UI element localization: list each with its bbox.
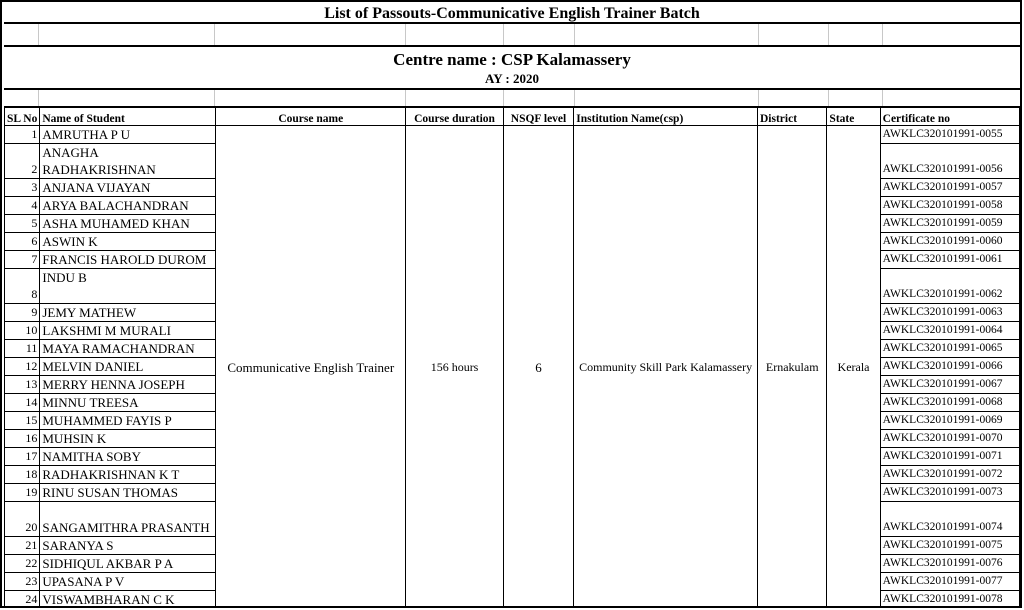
student-name: ARYA BALACHANDRAN [42,198,189,213]
student-name-cell[interactable] [40,555,216,573]
sl-no-cell[interactable]: 6 [5,233,40,251]
state-cell[interactable]: Kerala [827,126,880,609]
certificate-cell[interactable]: AWKLC320101991-0068 [880,394,1019,412]
column-header-sl[interactable]: SL No [5,108,40,126]
sl-no-cell[interactable]: 14 [5,394,40,412]
nsqf-label: NSQF level [510,113,567,125]
certificate-cell[interactable]: AWKLC320101991-0075 [880,537,1019,555]
column-header-duration[interactable]: Course duration [406,108,503,126]
student-name: AMRUTHA P U [42,127,131,142]
sl-no-cell[interactable]: 15 [5,412,40,430]
sl-no-cell[interactable]: 7 [5,251,40,269]
certificate-cell[interactable]: AWKLC320101991-0076 [880,555,1019,573]
student-name: ANJANA VIJAYAN [42,180,151,195]
student-name-cell[interactable] [40,179,216,197]
sl-no-cell[interactable]: 20 [5,502,40,537]
student-name: VISWAMBHARAN C K [42,592,175,607]
certificate-cell[interactable]: AWKLC320101991-0066 [880,358,1019,376]
column-header-course[interactable]: Course name [216,108,406,126]
blank-row[interactable] [4,24,1020,46]
column-header-certificate[interactable]: Certificate no [880,108,1019,126]
certificate-cell[interactable]: AWKLC320101991-0065 [880,340,1019,358]
column-header-nsqf[interactable] [503,108,574,126]
certificate-cell[interactable]: AWKLC320101991-0056 [880,144,1019,179]
student-name: SIDHIQUL AKBAR P A [42,556,174,571]
student-name-cell[interactable] [40,304,216,322]
sl-no-cell[interactable]: 21 [5,537,40,555]
student-name: MAYA RAMACHANDRAN [42,341,195,356]
student-name-cell[interactable] [40,197,216,215]
student-name: JEMY MATHEW [42,305,137,320]
student-name-cell[interactable] [40,484,216,502]
student-name-line2: RADHAKRISHNAN [42,162,156,177]
header-row [5,108,1020,126]
student-name-cell[interactable] [40,233,216,251]
certificate-cell[interactable]: AWKLC320101991-0062 [880,269,1019,304]
student-name-cell[interactable] [40,126,216,144]
sl-no-cell[interactable]: 1 [5,126,40,144]
table-row [5,126,1020,144]
certificate-cell[interactable]: AWKLC320101991-0057 [880,179,1019,197]
student-name: SARANYA S [42,538,114,553]
certificate-cell[interactable]: AWKLC320101991-0060 [880,233,1019,251]
certificate-cell[interactable]: AWKLC320101991-0069 [880,412,1019,430]
certificate-cell[interactable]: AWKLC320101991-0073 [880,484,1019,502]
student-name: SANGAMITHRA PRASANTH [42,520,210,535]
student-name-cell[interactable] [40,215,216,233]
sl-no-cell[interactable]: 13 [5,376,40,394]
student-name: MUHSIN K [42,431,107,446]
sheet-title[interactable]: List of Passouts-Communicative English Trainer Batch [4,4,1020,24]
certificate-cell[interactable]: AWKLC320101991-0063 [880,304,1019,322]
centre-name[interactable]: Centre name : CSP Kalamassery [4,46,1020,70]
student-name: RADHAKRISHNAN K T [42,467,180,482]
sl-no-cell[interactable]: 12 [5,358,40,376]
sl-no-cell[interactable]: 24 [5,591,40,609]
certificate-cell[interactable]: AWKLC320101991-0077 [880,573,1019,591]
blank-row[interactable] [4,90,1020,107]
student-name-cell[interactable] [40,448,216,466]
student-name-cell[interactable] [40,251,216,269]
student-name-cell[interactable] [40,376,216,394]
column-header-institution[interactable]: Institution Name(csp) [574,108,758,126]
student-name-cell[interactable] [40,502,216,537]
student-name: UPASANA P V [42,574,125,589]
sl-no-cell[interactable]: 8 [5,269,40,304]
student-name-cell[interactable] [40,394,216,412]
student-name: MELVIN DANIEL [42,359,144,374]
certificate-cell[interactable]: AWKLC320101991-0070 [880,430,1019,448]
column-header-name[interactable]: Name of Student [40,108,216,126]
academic-year[interactable]: AY : 2020 [4,70,1020,90]
student-name: MERRY HENNA JOSEPH [42,377,185,392]
sl-no-cell[interactable]: 5 [5,215,40,233]
sl-no-cell[interactable]: 16 [5,430,40,448]
student-name-cell[interactable] [40,358,216,376]
certificate-cell[interactable]: AWKLC320101991-0058 [880,197,1019,215]
certificate-cell[interactable]: AWKLC320101991-0067 [880,376,1019,394]
student-name-cell[interactable] [40,430,216,448]
student-name: RINU SUSAN THOMAS [42,485,178,500]
student-name-line2 [42,286,213,303]
sl-no-cell[interactable]: 23 [5,573,40,591]
certificate-cell[interactable]: AWKLC320101991-0059 [880,215,1019,233]
nsqf-cell[interactable]: 6 [503,126,574,609]
sl-no-cell[interactable]: 4 [5,197,40,215]
student-name-cell[interactable] [40,269,216,304]
student-name-cell[interactable] [40,573,216,591]
sl-no-cell[interactable]: 9 [5,304,40,322]
student-name: FRANCIS HAROLD DUROM [42,252,207,267]
sl-no-cell[interactable]: 3 [5,179,40,197]
student-name: ASWIN K [42,234,98,249]
certificate-cell[interactable]: AWKLC320101991-0072 [880,466,1019,484]
certificate-cell[interactable]: AWKLC320101991-0071 [880,448,1019,466]
student-name-cell[interactable] [40,537,216,555]
sl-no-cell[interactable]: 17 [5,448,40,466]
student-name-cell[interactable] [40,144,216,179]
student-name: LAKSHMI M MURALI [42,323,171,338]
student-name-cell[interactable] [40,412,216,430]
student-name: NAMITHA SOBY [42,449,141,464]
certificate-cell[interactable]: AWKLC320101991-0055 [880,126,1019,144]
student-name-cell[interactable] [40,340,216,358]
student-name-cell[interactable] [40,466,216,484]
student-name-line1: INDU B [42,270,87,285]
sl-no-cell[interactable]: 19 [5,484,40,502]
duration-cell[interactable]: 156 hours [406,126,503,609]
student-name-cell[interactable] [40,322,216,340]
sl-no-cell[interactable]: 22 [5,555,40,573]
certificate-cell[interactable]: AWKLC320101991-0074 [880,502,1019,537]
course-cell[interactable]: Communicative English Trainer [216,126,406,609]
student-name: ASHA MUHAMED KHAN [42,216,190,231]
district-cell[interactable]: Ernakulam [757,126,826,609]
sl-no-cell[interactable]: 10 [5,322,40,340]
student-name-cell[interactable] [40,591,216,609]
comment-marker-icon [504,125,510,126]
sl-no-cell[interactable]: 2 [5,144,40,179]
student-name: MINNU TREESA [42,395,139,410]
student-name-line1: ANAGHA [42,145,99,160]
student-table [4,107,1020,608]
column-header-state[interactable]: State [827,108,880,126]
sl-no-cell[interactable]: 18 [5,466,40,484]
institution-cell[interactable]: Community Skill Park Kalamassery [574,126,758,609]
student-name: MUHAMMED FAYIS P [42,413,172,428]
certificate-cell[interactable]: AWKLC320101991-0061 [880,251,1019,269]
certificate-cell[interactable]: AWKLC320101991-0064 [880,322,1019,340]
sl-no-cell[interactable]: 11 [5,340,40,358]
column-header-district[interactable]: District [757,108,826,126]
certificate-cell[interactable]: AWKLC320101991-0078 [880,591,1019,609]
